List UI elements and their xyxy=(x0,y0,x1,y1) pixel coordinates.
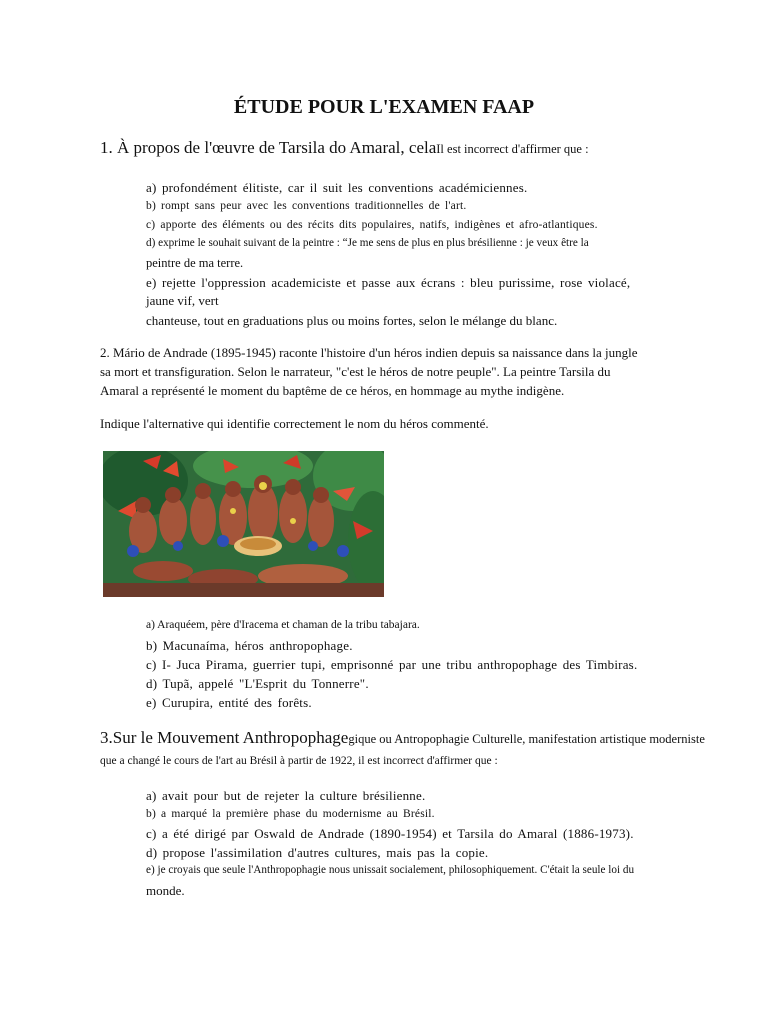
q1-option-c: c) apporte des éléments ou des récits dits populaires, natifs, indigènes et afro-atlantiques. xyxy=(146,219,598,231)
question-2-line3: Amaral a représenté le moment du baptême de ce héros, en hommage au mythe indigène. xyxy=(100,383,565,398)
q3-option-c: c) a été dirigé par Oswald de Andrade (1890-1954) et Tarsila do Amaral (1886-1973). xyxy=(146,826,634,841)
q1-option-b: b) rompt sans peur avec les conventions traditionnelles de l'art. xyxy=(146,200,467,212)
question-1-lead: 1. À propos de l'œuvre de Tarsila do Amaral, cela xyxy=(100,138,437,157)
q2-option-d: d) Tupã, appelé "L'Esprit du Tonnerre". xyxy=(146,676,369,691)
q3-option-e-line1: e) je croyais que seule l'Anthropophagie nous unissait socialement, philosophiquement. C'était la seule loi du xyxy=(146,864,635,876)
q1-option-d-line1: d) exprime le souhait suivant de la peintre : “Je me sens de plus en plus brésilienne : je veux être la xyxy=(146,237,589,249)
q1-option-e-line1: e) rejette l'oppression academiciste et passe aux écrans : bleu purissime, rose violacé, xyxy=(146,275,631,290)
tarsila-painting-image xyxy=(103,451,384,597)
q1-option-e-line2: jaune vif, vert xyxy=(146,293,219,308)
question-3-line2: que a changé le cours de l'art au Brésil à partir de 1922, il est incorrect d'affirmer que : xyxy=(100,755,498,767)
q1-option-a: a) profondément élitiste, car il suit les conventions académiciennes. xyxy=(146,180,528,195)
painting-illustration xyxy=(103,451,384,597)
question-1-rest: Il est incorrect d'affirmer que : xyxy=(436,142,589,156)
question-2-prompt: Indique l'alternative qui identifie correctement le nom du héros commenté. xyxy=(100,416,489,431)
question-2-line2: sa mort et transfiguration. Selon le narrateur, "c'est le héros de notre peuple". La peintre Tarsila du xyxy=(100,364,611,379)
q3-option-a: a) avait pour but de rejeter la culture brésilienne. xyxy=(146,788,426,803)
q2-option-e: e) Curupira, entité des forêts. xyxy=(146,695,312,710)
q3-option-b: b) a marqué la première phase du modernisme au Brésil. xyxy=(146,808,435,820)
page-title: ÉTUDE POUR L'EXAMEN FAAP xyxy=(233,96,535,118)
q1-option-e-line3: chanteuse, tout en graduations plus ou moins fortes, selon le mélange du blanc. xyxy=(146,313,558,328)
question-2-line1: 2. Mário de Andrade (1895-1945) raconte l'histoire d'un héros indien depuis sa naissance dans la jungle xyxy=(100,345,638,360)
question-1-heading xyxy=(100,138,589,158)
q3-option-d: d) propose l'assimilation d'autres cultures, mais pas la copie. xyxy=(146,845,489,860)
q3-option-e-line2: monde. xyxy=(146,883,185,898)
question-3-rest: gique ou Antropophagie Culturelle, manifestation artistique moderniste xyxy=(348,732,705,746)
q2-option-b: b) Macunaíma, héros anthropophage. xyxy=(146,638,353,653)
q1-option-d-line2: peintre de ma terre. xyxy=(146,256,244,270)
q2-option-c: c) I- Juca Pirama, guerrier tupi, emprisonné par une tribu anthropophage des Timbiras. xyxy=(146,657,638,672)
q2-option-a: a) Araquéem, père d'Iracema et chaman de la tribu tabajara. xyxy=(146,619,420,631)
question-3-lead: 3.Sur le Mouvement Anthropophage xyxy=(100,728,349,747)
question-3-heading xyxy=(100,728,705,748)
